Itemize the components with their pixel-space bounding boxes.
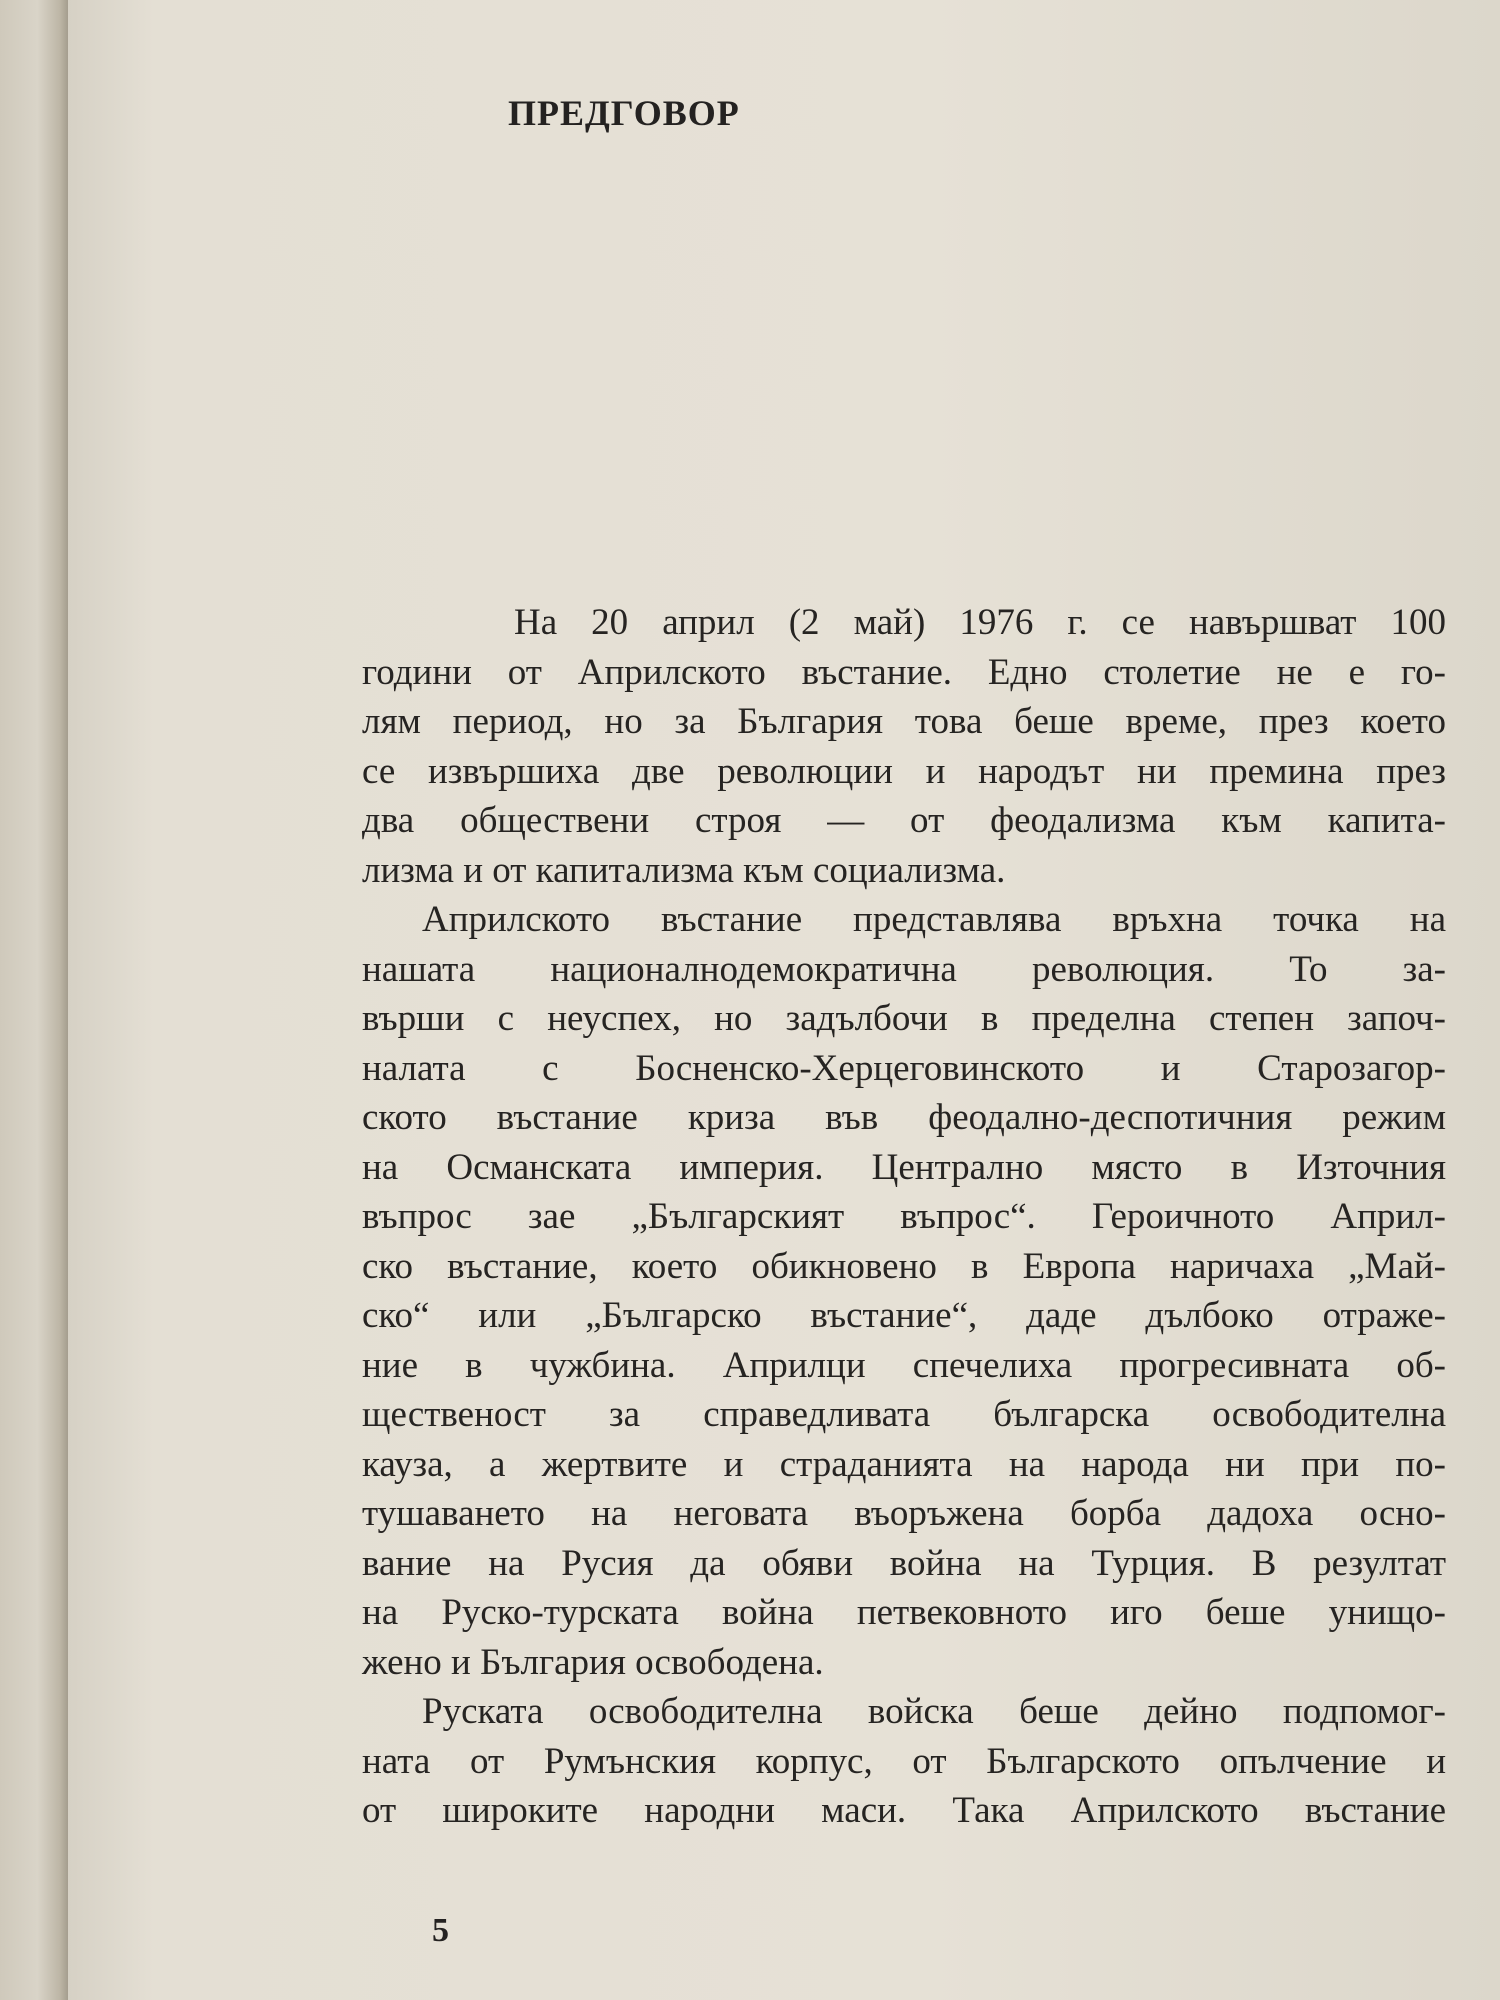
text-line: ско“ или „Българско въстание“, даде дълбоко отраже-	[362, 1295, 1446, 1336]
text-line: кауза, а жертвите и страданията на народа ни при по-	[362, 1443, 1446, 1485]
text-line: години от Априлското въстание. Едно столетие не е го-	[362, 651, 1446, 693]
text-line: от широките народни маси. Така Априлското въстание	[362, 1790, 1446, 1831]
text-line: нашата националнодемократична революция. То за-	[362, 948, 1446, 990]
text-line: Априлското въстание представлява връхна точка на	[422, 899, 1446, 940]
text-line: тушаването на неговата въоръжена борба дадоха осно-	[362, 1493, 1446, 1534]
page-title: ПРЕДГОВОР	[508, 93, 740, 133]
text-line: жено и България освободена.	[362, 1641, 824, 1683]
text-line: въпрос зае „Българският въпрос“. Героичното Април-	[362, 1196, 1446, 1237]
text-line: два обществени строя — от феодализма към капита-	[362, 800, 1446, 841]
body-text	[362, 598, 1446, 1836]
text-line: щественост за справедливата българска освободителна	[362, 1394, 1446, 1435]
text-line: Руската освободителна войска беше дейно подпомог-	[422, 1691, 1446, 1732]
page-number: 5	[432, 1912, 449, 1949]
text-line: лизма и от капитализма към социализма.	[362, 849, 1006, 891]
text-line: ско въстание, което обикновено в Европа наричаха „Май-	[362, 1245, 1446, 1287]
text-line: ското въстание криза във феодално-деспотичния режим	[362, 1097, 1446, 1138]
text-line: лям период, но за България това беше време, през което	[362, 701, 1446, 742]
book-gutter	[0, 0, 68, 2000]
text-line: На 20 април (2 май) 1976 г. се навършват 100	[514, 602, 1446, 643]
text-line: върши с неуспех, но задълбочи в пределна степен започ-	[362, 998, 1446, 1039]
text-line: се извършиха две революции и народът ни премина през	[362, 750, 1446, 792]
text-line: ние в чужбина. Априлци спечелиха прогресивната об-	[362, 1344, 1446, 1386]
text-line: на Османската империя. Централно място в Източния	[362, 1146, 1446, 1188]
text-line: вание на Русия да обяви война на Турция. В резултат	[362, 1542, 1446, 1584]
text-line: на Руско-турската война петвековното иго беше унищо-	[362, 1592, 1446, 1633]
text-line: налата с Босненско-Херцеговинското и Старозагор-	[362, 1047, 1446, 1089]
text-line: ната от Румънския корпус, от Българското опълчение и	[362, 1740, 1446, 1782]
